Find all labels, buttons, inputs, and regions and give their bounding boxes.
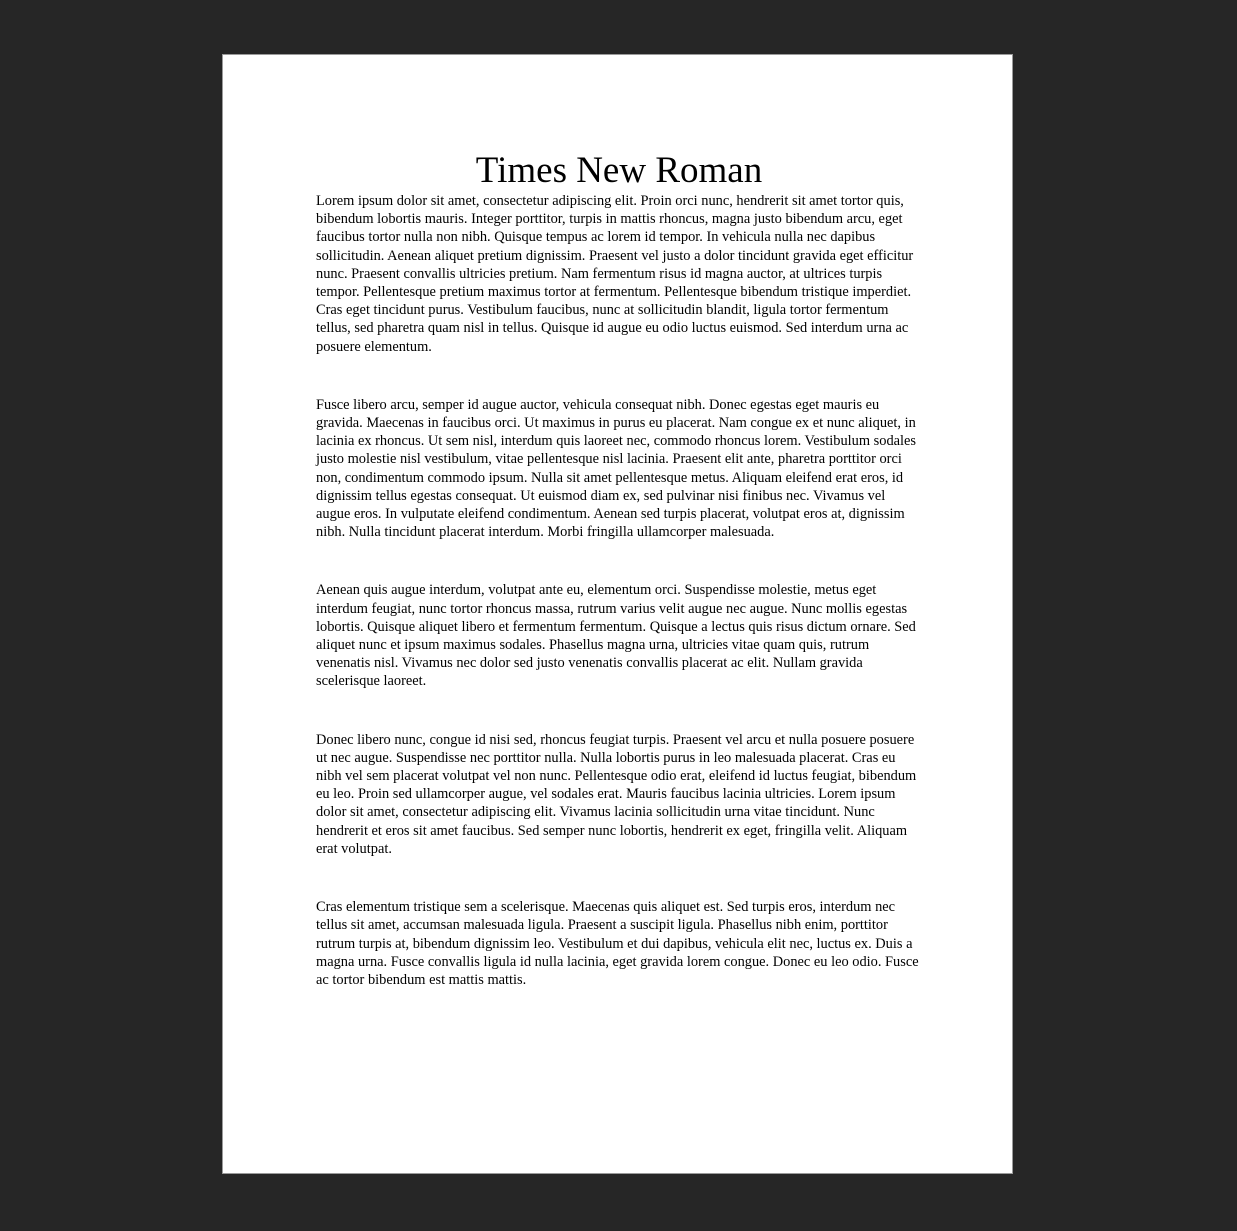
paragraph-2: Fusce libero arcu, semper id augue auctor, vehicula consequat nibh. Donec egestas eget mauris eu gravida. Maecenas in faucibus orci. Ut maximus in purus eu placerat. Nam congue ex et nunc aliquet, in lacinia ex rhoncus. Ut sem nisl, interdum quis laoreet nec, commodo rhoncus lorem. Vestibulum sodales justo molestie nisl vestibulum, vitae pellentesque nisl lacinia. Praesent elit ante, pharetra porttitor orci non, condimentum commodo ipsum. Nulla sit amet pellentesque metus. Aliquam eleifend erat eros, id dignissim tellus egestas consequat. Ut euismod diam ex, sed pulvinar nisi finibus nec. Vivamus vel augue eros. In vulputate eleifend condimentum. Aenean sed turpis placerat, volutpat eros at, dignissim nibh. Nulla tincidunt placerat interdum. Morbi fringilla ullamcorper malesuada. [316, 396, 917, 541]
document-page [222, 54, 1013, 1174]
paragraph-5: Cras elementum tristique sem a scelerisque. Maecenas quis aliquet est. Sed turpis eros, interdum nec tellus sit amet, accumsan malesuada ligula. Praesent a suscipit ligula. Phasellus nibh enim, porttitor rutrum turpis at, bibendum dignissim leo. Vestibulum et dui dapibus, vehicula elit nec, luctus ex. Duis a magna urna. Fusce convallis ligula id nulla lacinia, eget gravida lorem congue. Donec eu leo odio. Fusce ac tortor bibendum est mattis mattis. [316, 899, 919, 988]
paragraph-3: Aenean quis augue interdum, volutpat ante eu, elementum orci. Suspendisse molestie, metus eget interdum feugiat, nunc tortor rhoncus massa, rutrum varius velit augue nec augue. Nunc mollis egestas lobortis. Quisque aliquet libero et fermentum fermentum. Quisque a lectus quis risus dictum ornare. Sed aliquet nunc et ipsum maximus sodales. Phasellus magna urna, ultricies vitae quam quis, rutrum venenatis nisl. Vivamus nec dolor sed justo venenatis convallis placerat ac elit. Nullam gravida scelerisque laoreet. [316, 582, 916, 690]
page-content [316, 151, 922, 1029]
paragraph-1: Lorem ipsum dolor sit amet, consectetur adipiscing elit. Proin orci nunc, hendrerit sit amet tortor quis, bibendum lobortis mauris. Integer porttitor, turpis in mattis rhoncus, magna justo bibendum arcu, eget faucibus tortor nulla non nibh. Quisque tempus ac lorem id tempor. In vehicula nulla nec dapibus sollicitudin. Aenean aliquet pretium dignissim. Praesent vel justo a dolor tincidunt gravida eget efficitur nunc. Praesent convallis ultricies pretium. Nam fermentum risus id magna auctor, at ultrices turpis tempor. Pellentesque pretium maximus tortor at fermentum. Pellentesque bibendum tristique imperdiet. Cras eget tincidunt purus. Vestibulum faucibus, nunc at sollicitudin blandit, ligula tortor fermentum tellus, sed pharetra quam nisl in tellus. Quisque id augue eu odio luctus euismod. Sed interdum urna ac posuere elementum. [316, 193, 914, 355]
document-title: Times New Roman [475, 150, 763, 191]
paragraph-4: Donec libero nunc, congue id nisi sed, rhoncus feugiat turpis. Praesent vel arcu et nulla posuere posuere ut nec augue. Suspendisse nec porttitor nulla. Nulla lobortis purus in leo malesuada placerat. Cras eu nibh vel sem placerat volutpat vel non nunc. Pellentesque odio erat, eleifend id luctus feugiat, bibendum eu leo. Proin sed ullamcorper augue, vel sodales erat. Mauris faucibus lacinia ultricies. Lorem ipsum dolor sit amet, consectetur adipiscing elit. Vivamus lacinia sollicitudin urna vitae tincidunt. Nunc hendrerit et eros sit amet faucibus. Sed semper nunc lobortis, hendrerit ex eget, fringilla velit. Aliquam erat volutpat. [316, 731, 917, 857]
